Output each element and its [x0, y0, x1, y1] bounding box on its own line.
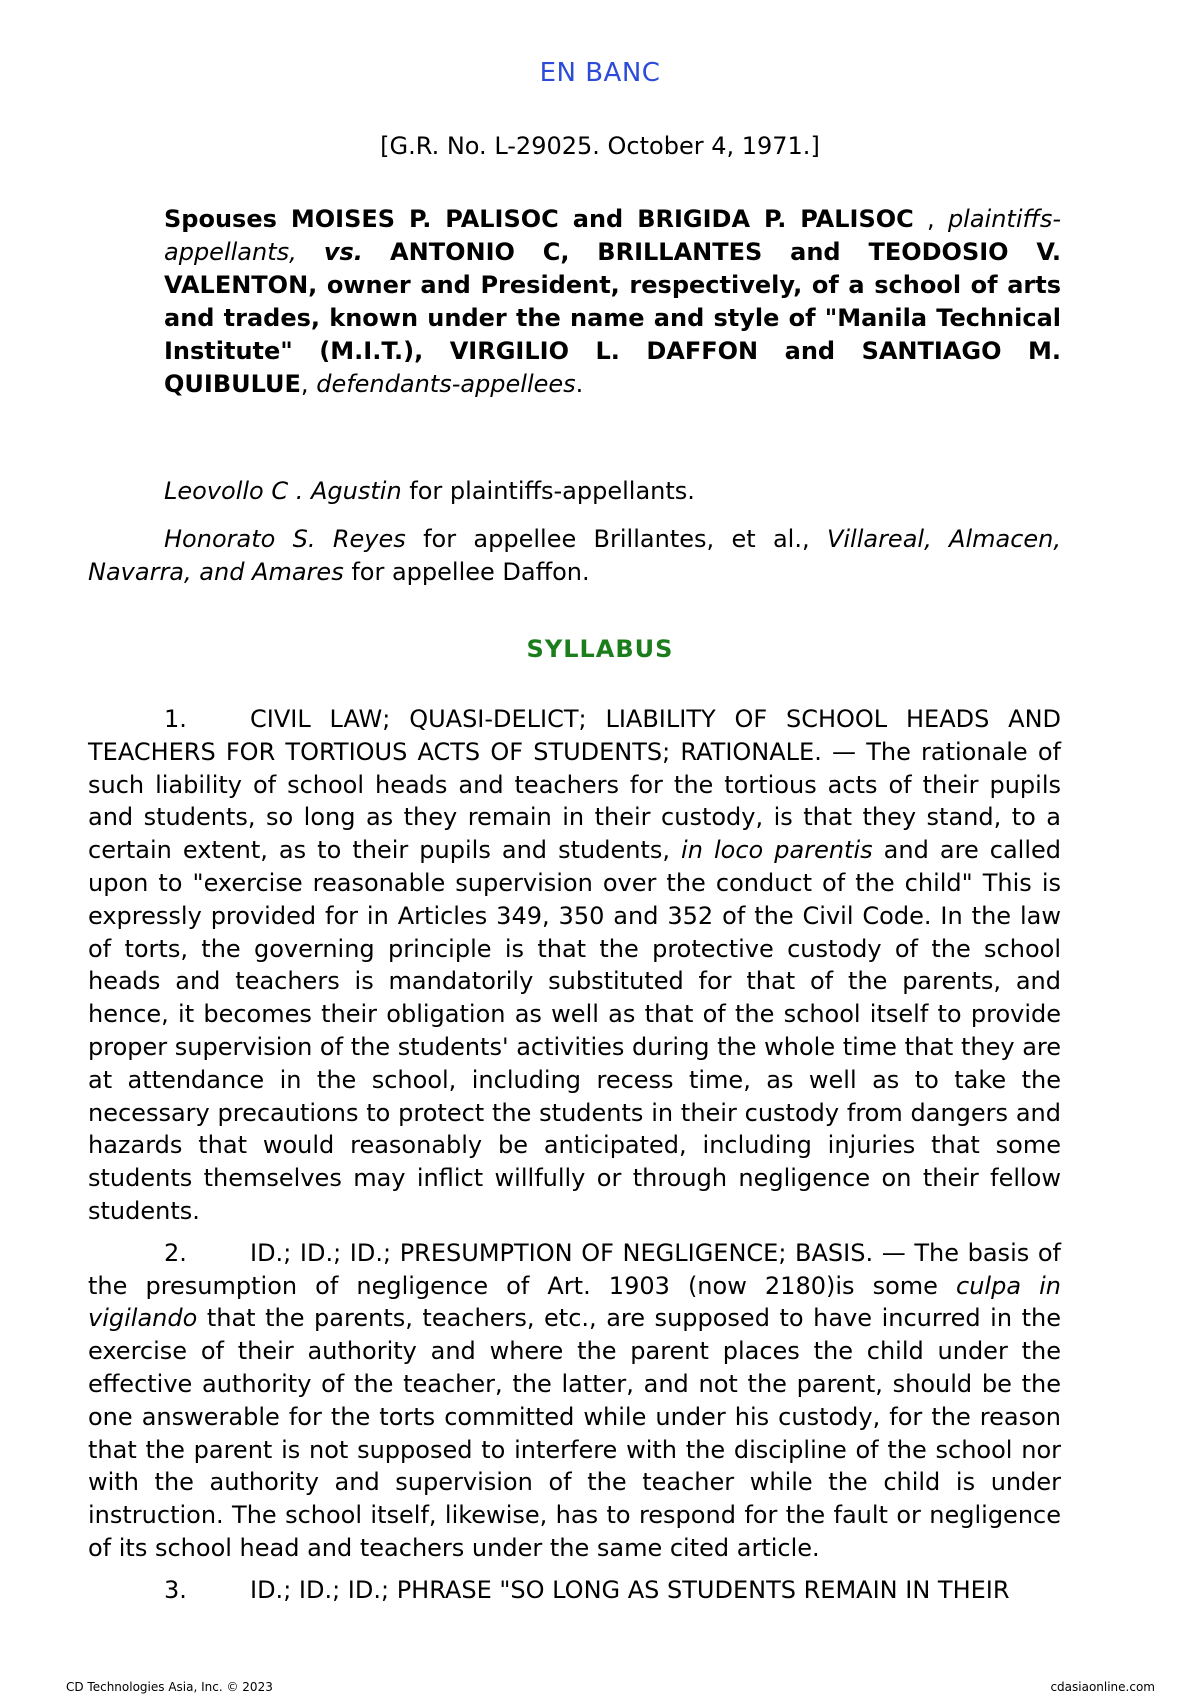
counsel-plaintiffs-role: for plaintiffs-appellants.	[401, 477, 695, 505]
defendants-comma: ,	[300, 370, 309, 398]
paragraph-latin-term: culpa in vigilando	[88, 1271, 1061, 1333]
plaintiffs-comma: ,	[913, 205, 935, 233]
parties-period: .	[575, 370, 584, 398]
court-division-heading: EN BANC	[539, 58, 661, 88]
counsel-appellees	[88, 523, 1061, 589]
paragraph-number: 1.	[164, 705, 187, 733]
counsel-appellee-brillantes-role: for appellee Brillantes, et al.,	[405, 525, 827, 553]
syllabus-paragraph-2	[88, 1237, 1061, 1565]
paragraph-number: 3.	[164, 1575, 187, 1604]
paragraph-number: 2.	[164, 1238, 187, 1267]
versus-label: vs.	[323, 238, 363, 266]
plaintiffs-role: plaintiffs-appellants,	[164, 205, 1061, 266]
syllabus-paragraph-1	[88, 703, 1061, 1228]
defendants-names: ANTONIO C, BRILLANTES and TEODOSIO V. VALENTON, owner and President, respectively, of a school of arts and trades, known under the name and style of "Manila Technical Institute" (M.I.T.), VIRGILIO L. DAFFON and SANTIAGO M. QUIBULUE	[164, 238, 1061, 398]
footer-website: cdasiaonline.com	[1050, 1680, 1155, 1694]
footer-copyright: CD Technologies Asia, Inc. © 2023	[66, 1680, 273, 1694]
paragraph-text: ID.; ID.; ID.; PHRASE "SO LONG AS STUDENTS REMAIN IN THEIR	[250, 1575, 1010, 1604]
counsel-appellee-daffon-name: Villareal, Almacen, Navarra, and Amares	[88, 525, 1062, 586]
paragraph-text-continued: that the parents, teachers, etc., are supposed to have incurred in the exercise of their authority and where the parent places the child under the effective authority of the teacher, the latter, and not the parent, should be the one answerable for the torts committed while under his custody, for the reason that the parent is not supposed to interfere with the discipline of the school nor with the authority and supervision of the teacher while the child is under instruction. The school itself, likewise, has to respond for the fault or negligence of its school head and teachers under the same cited article.	[88, 1304, 1061, 1562]
paragraph-latin-term: in loco parentis	[681, 836, 873, 865]
plaintiffs-names: Spouses MOISES P. PALISOC and BRIGIDA P. PALISOC	[164, 205, 914, 233]
case-number: [G.R. No. L-29025. October 4, 1971.]	[380, 132, 820, 160]
counsel-plaintiffs	[88, 475, 1061, 508]
paragraph-text: ID.; ID.; ID.; PRESUMPTION OF NEGLIGENCE; BASIS. — The basis of the presumption of negligence of Art. 1903 (now 2180)is some	[88, 1238, 1061, 1300]
defendants-role: defendants-appellees	[316, 370, 576, 398]
syllabus-heading: SYLLABUS	[526, 635, 674, 663]
syllabus-paragraph-3	[88, 1574, 1061, 1607]
case-parties	[164, 203, 1061, 401]
paragraph-text-continued: and are called upon to "exercise reasonable supervision over the conduct of the child" This is expressly provided for in Articles 349, 350 and 352 of the Civil Code. In the law of torts, the governing principle is that the protective custody of the school heads and teachers is mandatorily substituted for that of the parents, and hence, it becomes their obligation as well as that of the school itself to provide proper supervision of the students' activities during the whole time that they are at attendance in the school, including recess time, as well as to take the necessary precautions to protect the students in their custody from dangers and hazards that would reasonably be anticipated, including injuries that some students themselves may inflict willfully or through negligence on their fellow students.	[88, 836, 1061, 1225]
counsel-appellee-daffon-role: for appellee Daffon.	[343, 558, 590, 586]
counsel-plaintiffs-name: Leovollo C . Agustin	[164, 477, 402, 505]
counsel-appellee-brillantes-name: Honorato S. Reyes	[164, 525, 406, 553]
paragraph-text: CIVIL LAW; QUASI-DELICT; LIABILITY OF SCHOOL HEADS AND TEACHERS FOR TORTIOUS ACTS OF STUDENTS; RATIONALE. — The rationale of such liability of school heads and teachers for the tortious acts of their pupils and students, so long as they remain in their custody, is that they stand, to a certain extent, as to their pupils and students,	[88, 705, 1061, 865]
syllabus-body	[88, 703, 1061, 1616]
